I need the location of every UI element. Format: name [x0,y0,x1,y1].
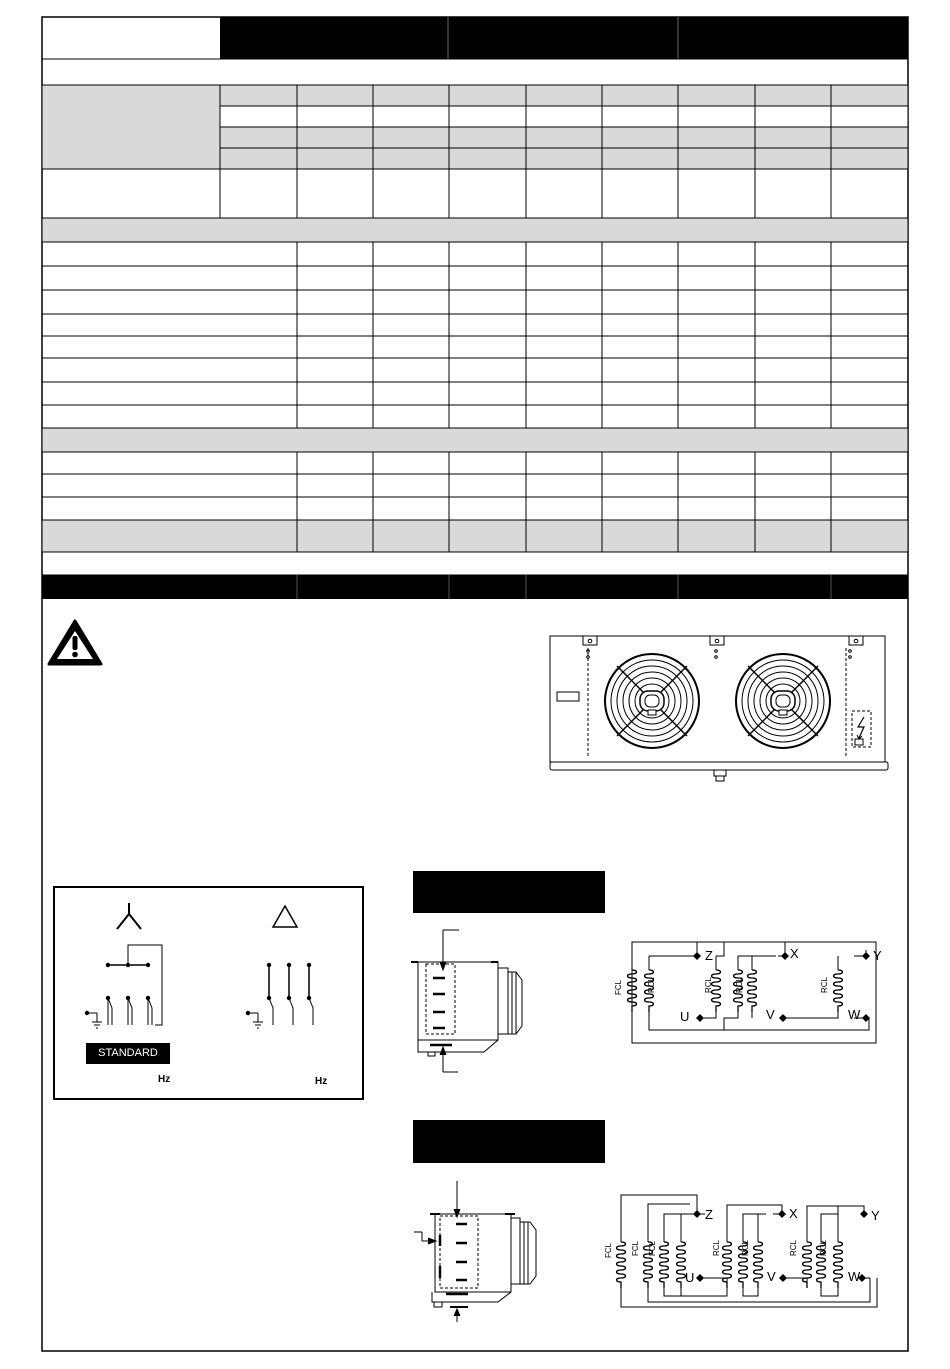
terminal-label: U [685,1270,695,1285]
terminal-label: V [766,1007,775,1022]
table-label-cell [42,85,220,169]
heater-label: RCL [789,1239,798,1256]
terminal-label: U [680,1009,690,1024]
heater-label: RCL [647,976,656,993]
heater-label: RCL [704,976,713,993]
frequency-label-star: Hz [158,1074,171,1085]
terminal-label: W [848,1007,861,1022]
motor-wiring-box [54,887,363,1099]
heater-label: FCL [631,1240,640,1256]
terminal-label: X [789,1206,798,1221]
terminal-label: Z [705,948,713,963]
terminal-label: Y [873,948,882,963]
terminal-label: W [848,1269,861,1284]
section-band-1 [42,218,908,242]
heater-label: RCL [820,976,829,993]
terminal-label: Z [705,1207,713,1222]
heater-label: RCL [712,1239,721,1256]
table-header-band [220,17,908,59]
heater-label: FCL [604,1242,613,1258]
standard-connection-label: STANDARD [86,1043,170,1064]
terminal-label: X [790,946,799,961]
terminal-label: Y [871,1208,880,1223]
defrost-header-1 [413,871,605,913]
heater-label: RCL [819,1239,828,1256]
section-band-2 [42,428,908,452]
heater-label: RCL [741,1239,750,1256]
heater-label: RCL [735,976,744,993]
table-footer-band [42,575,908,599]
frequency-label-delta: Hz [315,1076,328,1087]
heater-label: FCL [614,979,623,995]
heater-label: FCL [648,1240,657,1256]
terminal-label: V [767,1269,776,1284]
defrost-header-2 [413,1120,605,1163]
